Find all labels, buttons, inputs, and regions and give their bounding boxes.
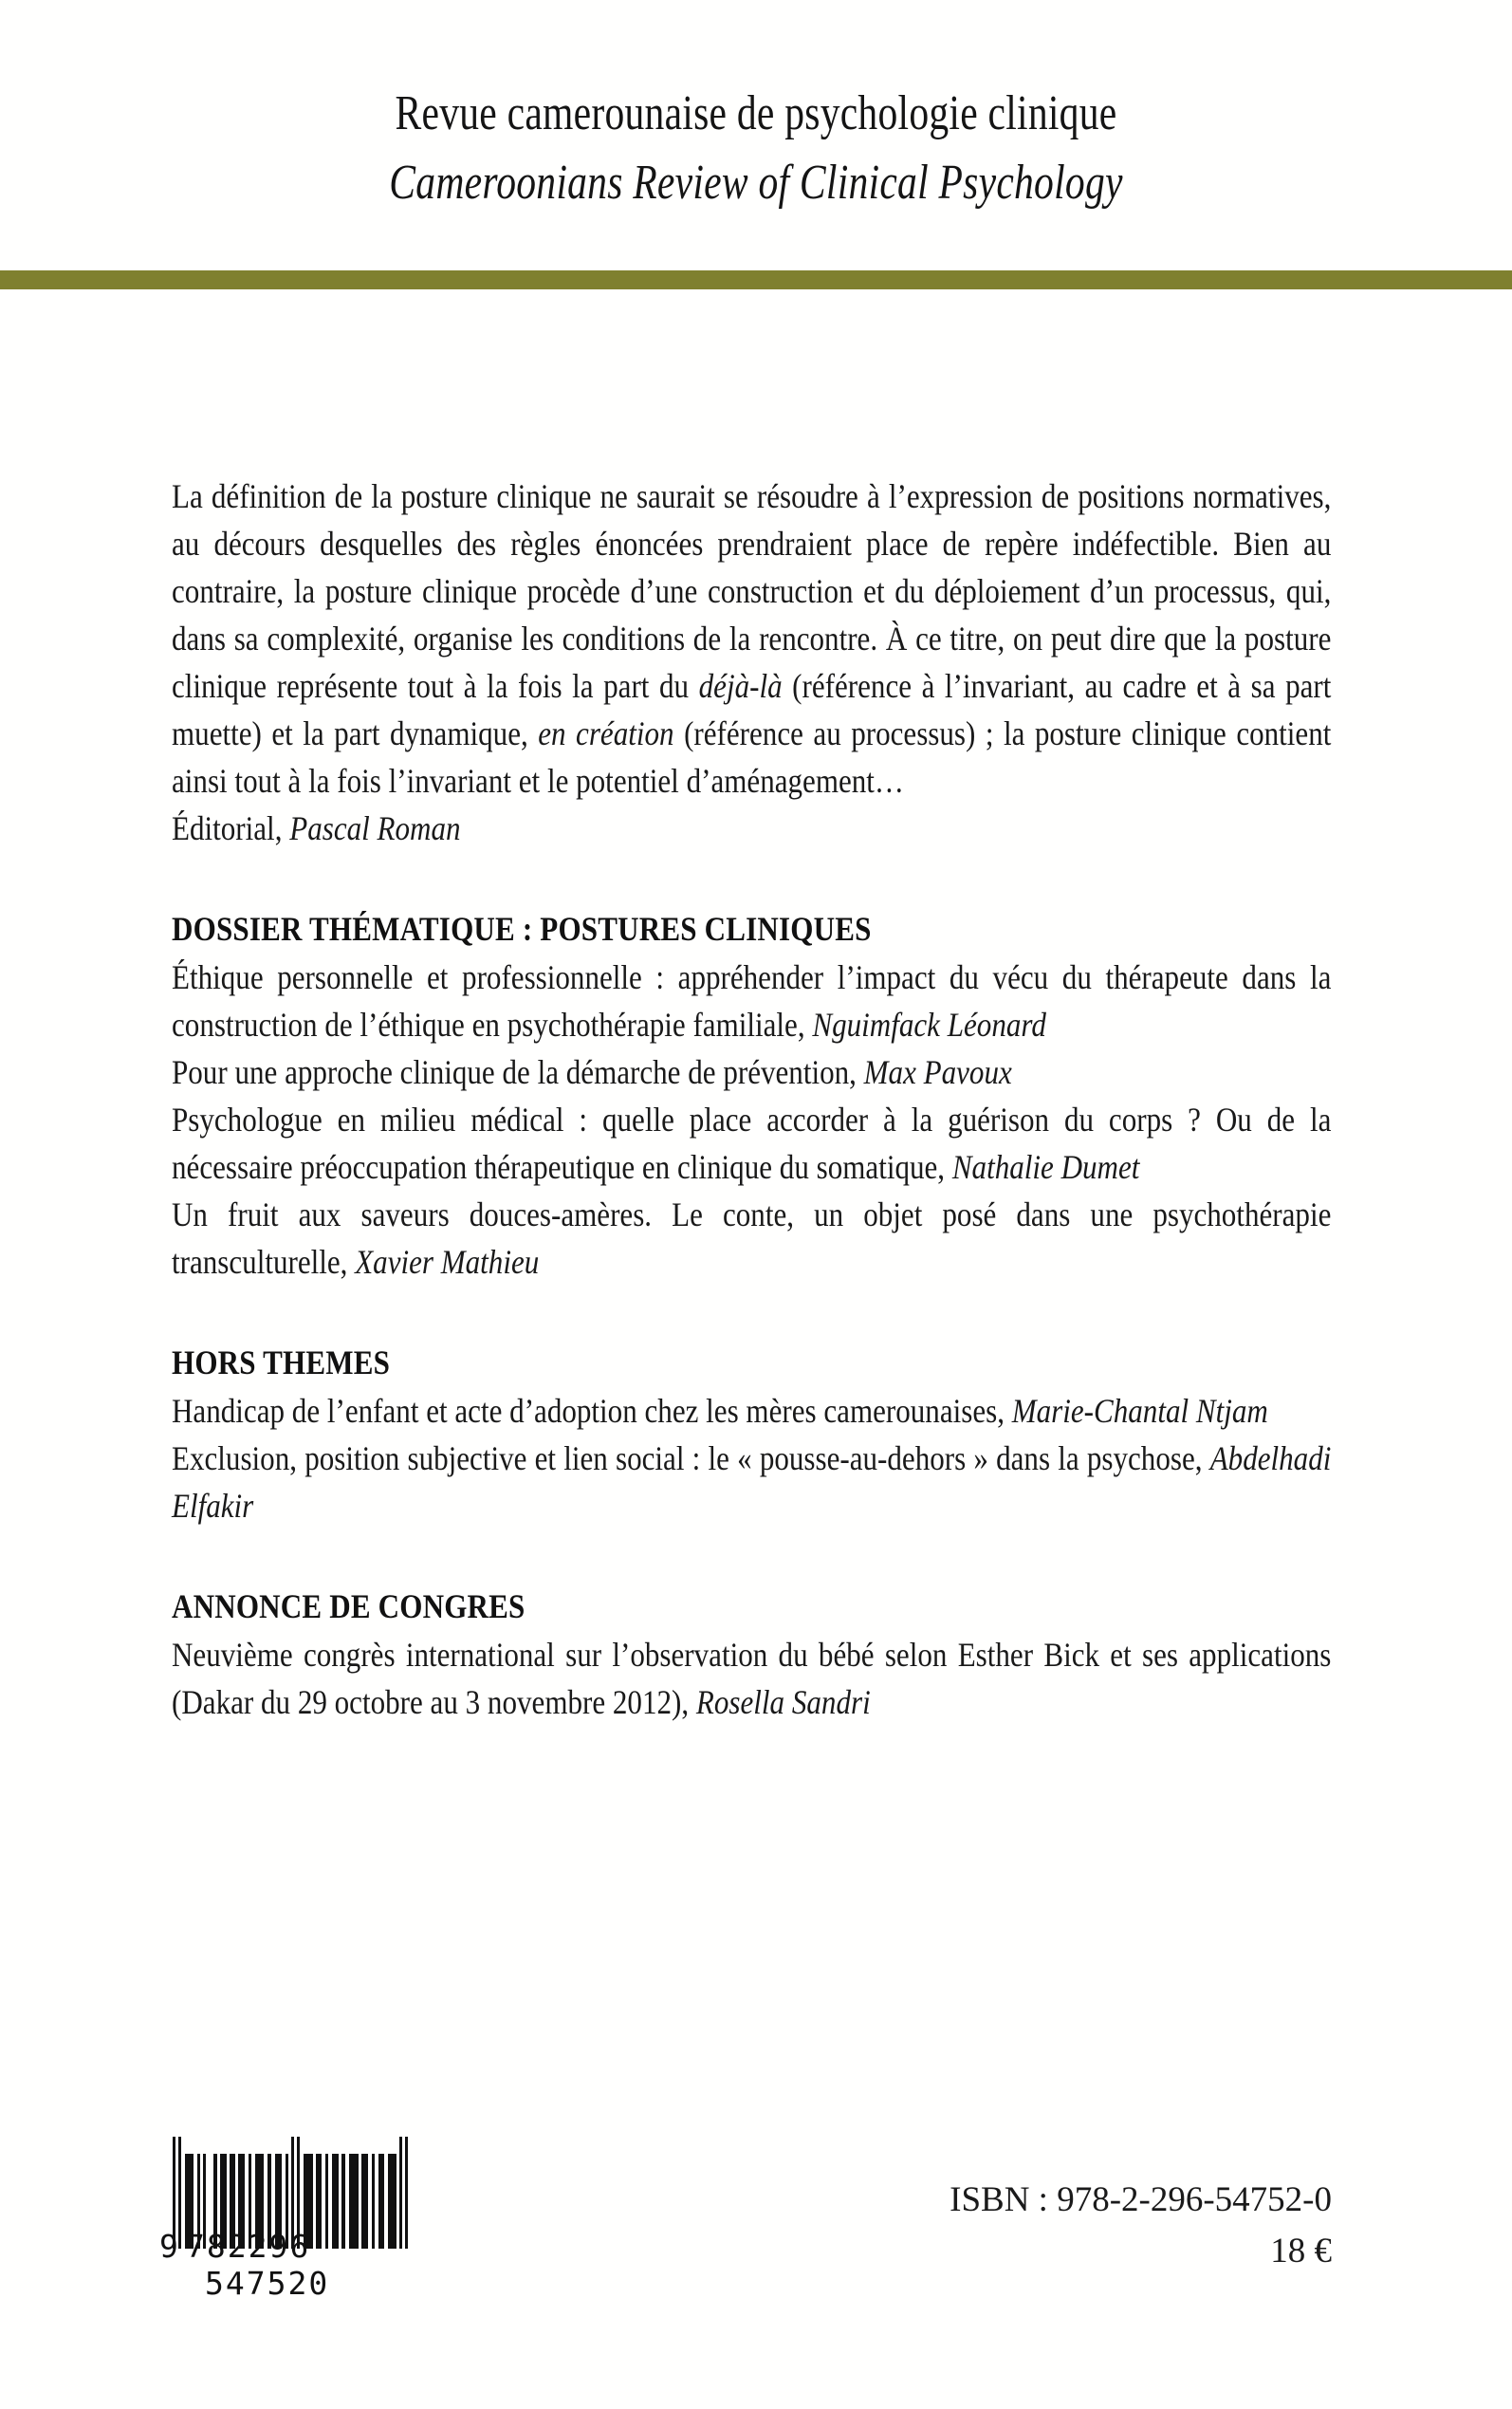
journal-title-english: Cameroonians Review of Clinical Psychology xyxy=(389,156,1123,211)
journal-title-french: Revue camerounaise de psychologie clinique xyxy=(395,86,1117,140)
section-heading-annonce-de-congres: ANNONCE DE CONGRES xyxy=(172,1587,526,1625)
barcode-digit-row xyxy=(159,2228,450,2302)
olive-divider-rule xyxy=(0,270,1512,289)
editorial-excerpt xyxy=(172,473,1331,805)
article-author: Max Pavoux xyxy=(863,1053,1012,1091)
article-author: Abdelhadi Elfakir xyxy=(172,1439,1332,1525)
editorial-signature-label: Éditorial, xyxy=(172,809,290,847)
barcode-right-group: 547520 xyxy=(205,2265,330,2302)
editorial-signature xyxy=(172,805,1331,852)
editorial-text-part-3: (référence au processus) ; la posture clinique contient ainsi tout à la fois l’invariant et le potentiel d’aménagement… xyxy=(172,714,1332,800)
ean13-barcode xyxy=(159,2137,450,2302)
section-hors-themes xyxy=(172,1340,1331,1529)
article-title: Psychologue en milieu médical : quelle place accorder à la guérison du corps ? Ou de la nécessaire préoccupation thérapeutique en clinique du somatique, xyxy=(172,1101,1332,1186)
article-entry xyxy=(172,1387,1331,1435)
article-entry xyxy=(172,1048,1331,1096)
editorial-italic-en-creation: en création xyxy=(538,714,674,752)
article-entry xyxy=(172,954,1331,1048)
editorial-text-part-2: (référence à l’invariant, au cadre et à sa part muette) et la part dynamique, xyxy=(172,667,1332,752)
barcode-lead-digit: 9 xyxy=(159,2228,180,2265)
article-author: Nathalie Dumet xyxy=(951,1148,1140,1186)
back-cover-content xyxy=(172,473,1331,1726)
isbn-text: ISBN : 978-2-296-54752-0 xyxy=(950,2180,1332,2219)
article-title: Handicap de l’enfant et acte d’adoption chez les mères camerounaises, xyxy=(172,1392,1012,1430)
article-title: Neuvième congrès international sur l’observation du bébé selon Esther Bick et ses applications (Dakar du 29 octobre au 3 novembre 2012), xyxy=(172,1636,1332,1721)
isbn-price-block xyxy=(950,2178,1332,2273)
article-author: Rosella Sandri xyxy=(695,1683,871,1721)
article-entry xyxy=(172,1631,1331,1726)
section-dossier-thematique xyxy=(172,906,1331,1286)
article-author: Nguimfack Léonard xyxy=(812,1006,1046,1044)
masthead xyxy=(0,87,1512,209)
article-entry xyxy=(172,1191,1331,1286)
editorial-italic-deja-la: déjà-là xyxy=(698,667,783,705)
section-heading-hors-themes: HORS THEMES xyxy=(172,1343,391,1381)
article-entry xyxy=(172,1435,1331,1529)
article-title: Éthique personnelle et professionnelle : appréhender l’impact du vécu du thérapeute dans la construction de l’éthique en psychothérapie familiale, xyxy=(172,958,1332,1044)
section-annonce-de-congres xyxy=(172,1584,1331,1726)
article-entry xyxy=(172,1096,1331,1191)
article-author: Marie-Chantal Ntjam xyxy=(1011,1392,1268,1430)
section-heading-dossier-thematique: DOSSIER THÉMATIQUE : POSTURES CLINIQUES xyxy=(172,910,872,948)
editorial-text-part-1: La définition de la posture clinique ne saurait se résoudre à l’expression de positions normatives, au décours desquelles des règles énoncées prendraient place de repère indéfectible. Bien au contraire, la posture clinique procède d’une construction et du déploiement d’un processus, qui, dans sa complexité, organise les conditions de la rencontre. À ce titre, on peut dire que la posture clinique représente tout à la fois la part du xyxy=(172,477,1332,705)
barcode-left-group: 782296 xyxy=(186,2228,311,2265)
article-title: Exclusion, position subjective et lien social : le « pousse-au-dehors » dans la psychose, xyxy=(172,1439,1210,1477)
price-text: 18 € xyxy=(1270,2232,1332,2270)
article-title: Un fruit aux saveurs douces-amères. Le conte, un objet posé dans une psychothérapie transculturelle, xyxy=(172,1195,1332,1281)
article-author: Xavier Mathieu xyxy=(355,1243,540,1281)
article-title: Pour une approche clinique de la démarche de prévention, xyxy=(172,1053,864,1091)
editorial-signature-author: Pascal Roman xyxy=(289,809,461,847)
